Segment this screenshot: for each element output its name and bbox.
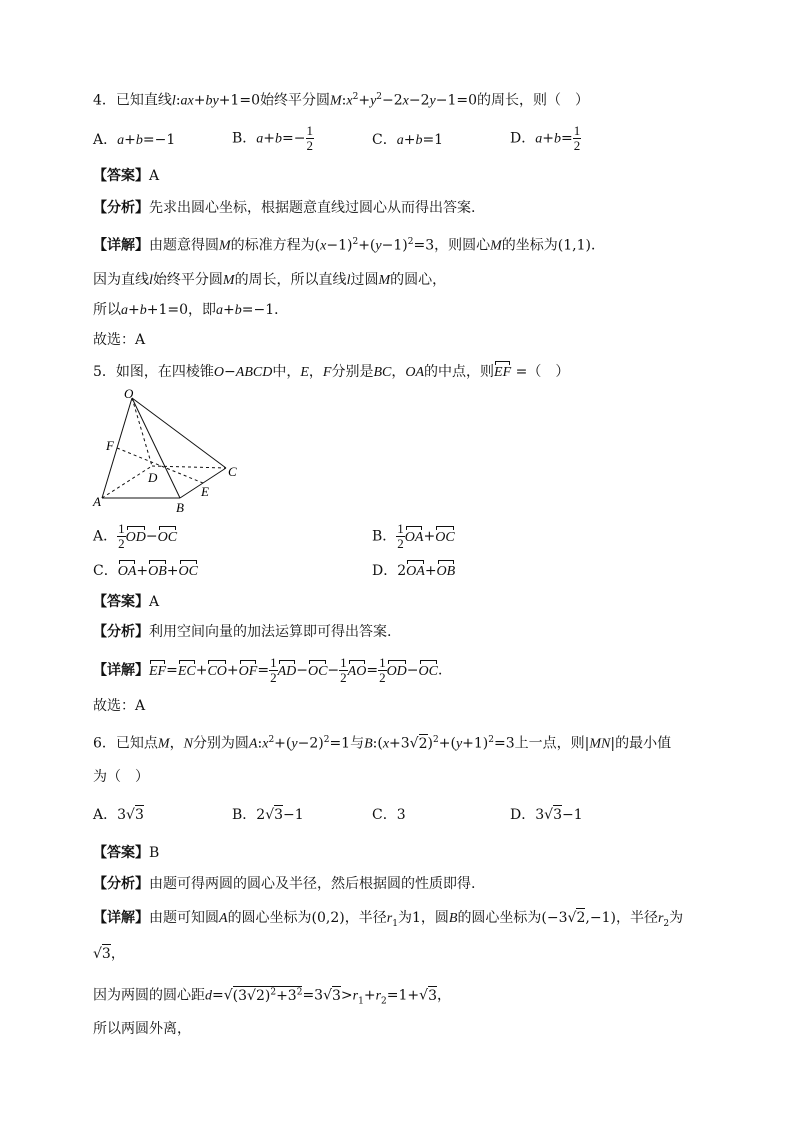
q6-detail-3: 因为两圆的圆心距$d=√(3√2)^2+3^2=3√3>r_1+r_2=1+√3$，: [93, 987, 451, 1007]
q5-analysis: 【分析】利用空间向量的加法运算即可得出答案.: [93, 624, 392, 640]
q5-option-b: B． $\frac{1}{2}$ OA+OC: [372, 521, 455, 551]
q6-detail-4: 所以两圆外离，: [93, 1021, 191, 1037]
q4-analysis: 【分析】先求出圆心坐标，根据题意直线过圆心从而得出答案.: [93, 200, 476, 216]
q6-detail-1: 【详解】由题可知圆A的圆心坐标为(0,2)，半径$r_1$为1，圆B的圆心坐标为(−3√2,−1)，半径$r_2$为: [93, 910, 684, 929]
q4-detail-3: 所以a+b+1=0，即a+b=−1．: [93, 302, 289, 318]
q4-option-c: C．a+b=1: [372, 132, 444, 148]
label-c: C: [228, 464, 237, 479]
q4-option-d: D．a+b= $\frac{1}{2}$: [510, 123, 581, 153]
q6-stem: 6．已知点M，N分别为圆$A:x^2+(y-2)^2=1$与$B:(x+3√2)^2+(y+1)^2=3$上一点，则|MN|的最小值: [93, 735, 672, 752]
label-d: D: [148, 470, 158, 485]
q5-detail-1: 【详解】EF=EC+CO+OF= $\frac{1}{2}$ AD−OC− $\frac{1}{2}$ AO= $\frac{1}{2}$ OD−OC．: [93, 655, 452, 685]
label-a: A: [93, 494, 101, 509]
q6-stem-2: 为（ ）: [93, 769, 149, 785]
q6-option-d: D．3√3−1: [510, 807, 583, 823]
q5-detail-2: 故选：A: [93, 698, 146, 714]
q6-analysis: 【分析】由题可得两圆的圆心及半径，然后根据圆的性质即得.: [93, 876, 476, 892]
q4-option-b: B．a+b=− $\frac{1}{2}$: [232, 123, 313, 153]
q4-detail-2: 因为直线l始终平分圆M的周长，所以直线l过圆M的圆心，: [93, 272, 447, 288]
q6-option-b: B．2√3−1: [232, 807, 304, 823]
label-b: B: [176, 500, 184, 515]
pyramid-figure: [90, 388, 250, 516]
q5-option-d: D．2OA+OB: [372, 561, 455, 582]
label-o: O: [124, 388, 134, 401]
q6-option-a: A．3√3: [93, 807, 144, 823]
q5-option-a: A． $\frac{1}{2}$ OD−OC: [93, 521, 178, 551]
label-f: F: [106, 438, 114, 453]
q5-answer: 【答案】A: [93, 594, 160, 610]
q6-answer: 【答案】B: [93, 845, 160, 861]
label-e: E: [201, 484, 209, 499]
q5-option-c: C．OA+OB+OC: [93, 561, 198, 582]
q4-answer: 【答案】A: [93, 168, 160, 184]
q4-option-a: A．a+b=−1: [93, 132, 176, 148]
q4-detail-4: 故选：A: [93, 332, 146, 348]
q6-detail-2: √3，: [93, 946, 125, 962]
q6-option-c: C．3: [372, 807, 406, 823]
q4-detail-1: 【详解】由题意得圆M的标准方程为$(x-1)^2+(y-1)^2=3$，则圆心M的坐标为(1,1)．: [93, 237, 605, 254]
q5-stem: 5．如图，在四棱锥O−ABCD中，E，F分别是BC，OA的中点，则EF =（ ）: [93, 362, 569, 383]
q4-stem: 4．已知直线l:ax+by+1=0始终平分圆$M:x^2+y^2-2x-2y-1=0$的周长，则（ ）: [93, 92, 590, 109]
